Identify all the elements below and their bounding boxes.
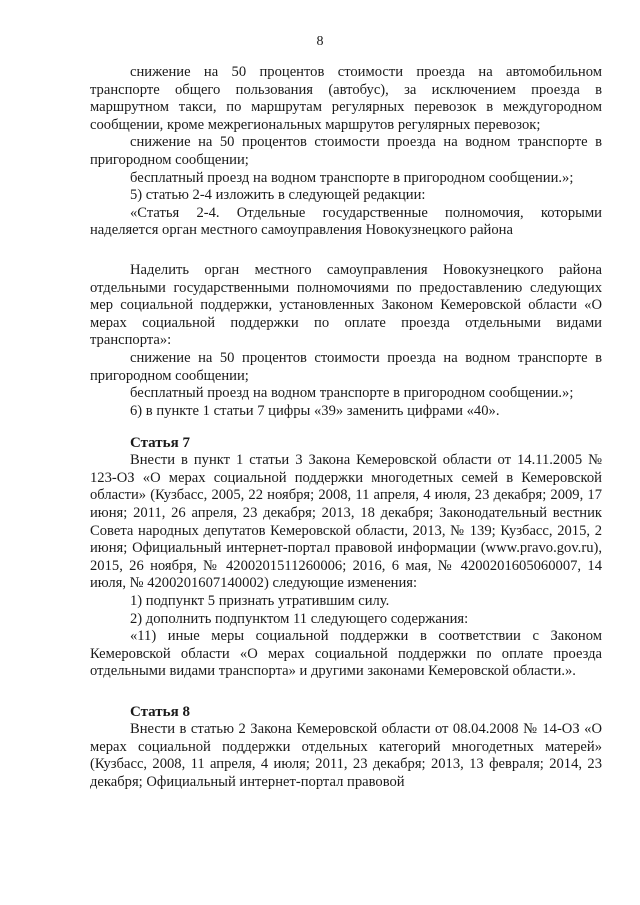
- article-heading: Статья 7: [130, 435, 190, 452]
- body-paragraph: бесплатный проезд на водном транспорте в пригородном сообщении.»;: [130, 169, 574, 186]
- body-paragraph: 1) подпункт 5 признать утратившим силу.: [130, 593, 390, 610]
- page-number: 8: [316, 34, 324, 49]
- body-paragraph: 5) статью 2-4 изложить в следующей редакции:: [130, 187, 426, 204]
- spacer: [90, 681, 602, 703]
- body-paragraph: Наделить орган местного самоуправления Новокузнецкого района отдельными государственными полномочиями по предоставлению следующих мер социальной поддержки, установленных Законом Кемеровской области «О мерах социальной поддержки по оплате проезда отдельными видами транспорта»:: [90, 261, 602, 349]
- body-paragraph: снижение на 50 процентов стоимости проезда на автомобильном транспорте общего пользования (автобус), за исключением проезда в маршрутном такси, по маршрутам регулярных перевозок в междугородном сообщении, кроме межрегиональных маршрутов регулярных перевозок;: [90, 64, 602, 133]
- body-paragraph: Внести в пункт 1 статьи 3 Закона Кемеровской области от 14.11.2005 № 123-ОЗ «О мерах социальной поддержки многодетных семей в Кемеровской области» (Кузбасс, 2005, 22 ноября; 2008, 11 апреля, 4 июля, 23 декабря; 2009, 17 июня; 2011, 26 апреля, 23 декабря; 2013, 18 декабря; Законодательный вестник Совета народных депутатов Кемеровской области, 2013, № 139; Кузбасс, 2015, 2 июня; Официальный интернет-портал правовой информации (www.pravo.gov.ru), 2015, 26 ноября, № 4200201511260006; 2016, 6 мая, № 4200201605060007, 14 июля, № 4200201607140002) следующие изменения:: [90, 452, 602, 592]
- body-paragraph: «Статья 2-4. Отдельные государственные полномочия, которыми наделяется орган местного самоуправления Новокузнецкого района: [90, 204, 602, 239]
- body-paragraph: 6) в пункте 1 статьи 7 цифры «39» заменить цифрами «40».: [130, 402, 500, 419]
- spacer: [90, 240, 602, 262]
- body-paragraph: Внести в статью 2 Закона Кемеровской области от 08.04.2008 № 14-ОЗ «О мерах социальной поддержки отдельных категорий многодетных матерей» (Кузбасс, 2008, 11 апреля, 4 июля; 2011, 23 декабря; 2013, 13 февраля; 2014, 23 декабря; Официальный интернет-портал правовой: [90, 721, 602, 790]
- document-body: [90, 64, 602, 791]
- body-paragraph: 2) дополнить подпунктом 11 следующего содержания:: [130, 610, 469, 627]
- body-paragraph: бесплатный проезд на водном транспорте в пригородном сообщении.»;: [130, 385, 574, 402]
- spacer: [90, 420, 602, 434]
- body-paragraph: снижение на 50 процентов стоимости проезда на водном транспорте в пригородном сообщении;: [90, 134, 602, 168]
- body-paragraph: снижение на 50 процентов стоимости проезда на водном транспорте в пригородном сообщении;: [90, 349, 602, 384]
- article-heading: Статья 8: [130, 704, 190, 720]
- body-paragraph: «11) иные меры социальной поддержки в соответствии с Законом Кемеровской области «О мерах социальной поддержки по оплате проезда отдельными видами транспорта» и другими законами Кемеровской области.».: [90, 628, 602, 680]
